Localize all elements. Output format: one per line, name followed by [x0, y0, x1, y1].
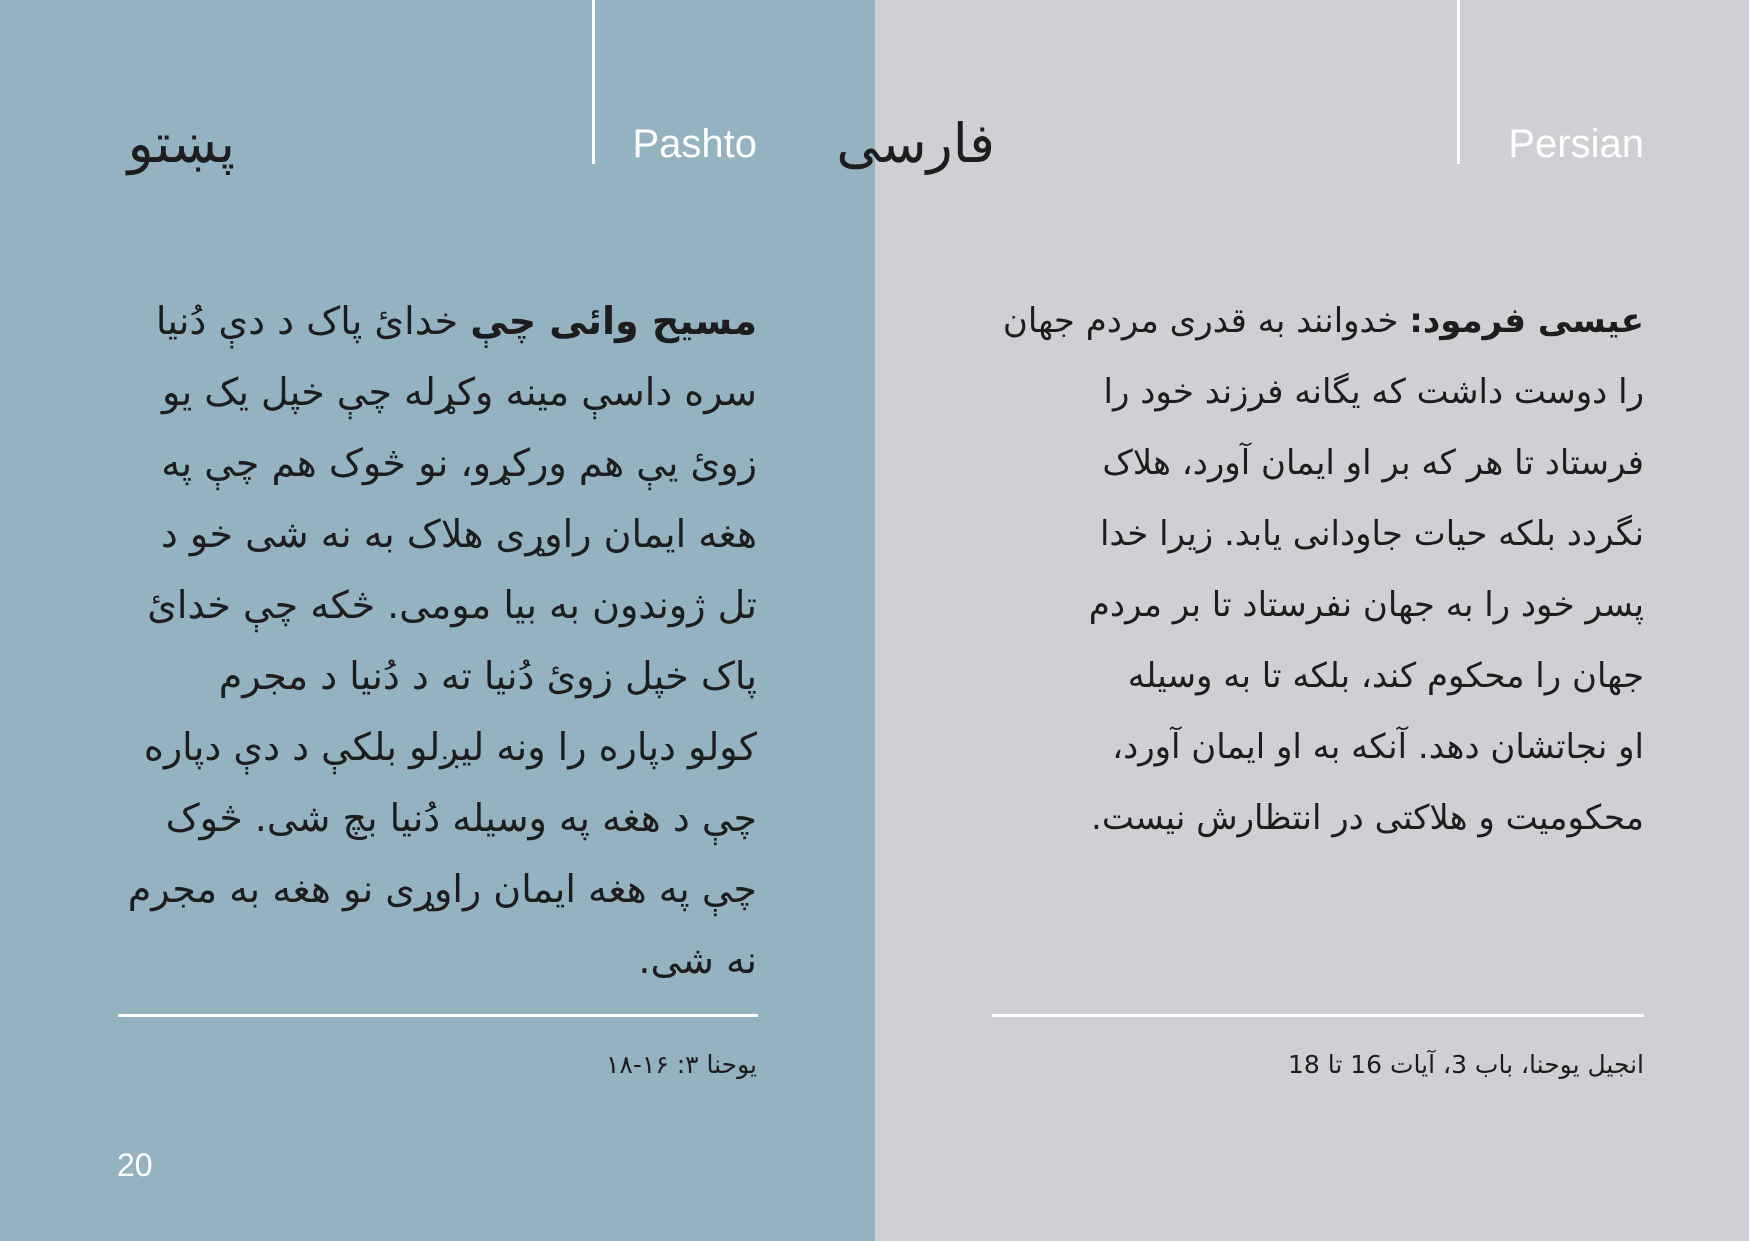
left-lead-bold: مسیح وائی چې [470, 299, 757, 343]
right-body-line: جهان را محکوم کند، بلکه تا به وسیله [1127, 656, 1644, 696]
left-english-label: Pashto [632, 122, 757, 166]
left-body-line: کولو دپاره را ونه لیږلو بلکې د دې دپاره [143, 725, 757, 769]
left-body-line: تل ژوندون به بیا مومی. څکه چې خدایٔ [147, 583, 757, 627]
left-body-line: چې د هغه په وسیله دُنیا بچ شی. څوک [165, 796, 757, 840]
right-reference: انجیل یوحنا، باب 3، آیات 16 تا 18 [1287, 1050, 1644, 1079]
right-body-line: محکومیت و هلاکتی در انتظارش نیست. [1091, 798, 1644, 838]
right-footer-rule [992, 1014, 1644, 1017]
right-body-line: را دوست داشت که یگانه فرزند خود را [1103, 372, 1644, 412]
page-number: 20 [117, 1147, 153, 1183]
left-body-line: هغه ایمان راوړی هلاک به نه شی خو د [160, 512, 757, 556]
left-header-divider [592, 0, 595, 164]
right-lead-bold: عیسی فرمود: [1409, 301, 1644, 341]
right-header-divider [1457, 0, 1460, 164]
right-english-label: Persian [1508, 122, 1644, 166]
left-body-line: سره داسې مینه وکړله چې خپل یک یو [162, 370, 757, 414]
right-body-line: نگردد بلکه حیات جاودانی یابد. زیرا خدا [1099, 514, 1644, 554]
left-footer-rule [118, 1014, 758, 1017]
left-body-line: پاک خپل زویٔ دُنیا ته د دُنیا د مجرم [218, 654, 757, 698]
left-body-text [97, 286, 757, 996]
left-reference: یوحنا ۳: ۱۶-۱۸ [606, 1050, 757, 1079]
left-native-title: پښتو [127, 112, 235, 175]
left-body-line: چې په هغه ایمان راوړی نو هغه به مجرم [127, 867, 757, 911]
right-native-title: فارسی [836, 112, 995, 175]
right-body-line: پسر خود را به جهان نفرستاد تا بر مردم [1088, 585, 1644, 625]
right-body-line: او نجاتشان دهد. آنکه به او ایمان آورد، [1112, 727, 1644, 767]
right-body-line: عیسی فرمود: خدوانند به قدری مردم جهان [1002, 301, 1644, 341]
left-body-line: مسیح وائی چې خدایٔ پاک د دې دُنیا [155, 299, 757, 343]
right-page [836, 0, 1749, 1241]
right-body-text [994, 286, 1644, 854]
right-body-line: فرستاد تا هر که بر او ایمان آورد، هلاک [1102, 443, 1644, 483]
left-body-line: زویٔ یې هم ورکړو، نو څوک هم چې په [161, 441, 757, 485]
left-body-line: نه شی. [638, 938, 757, 982]
